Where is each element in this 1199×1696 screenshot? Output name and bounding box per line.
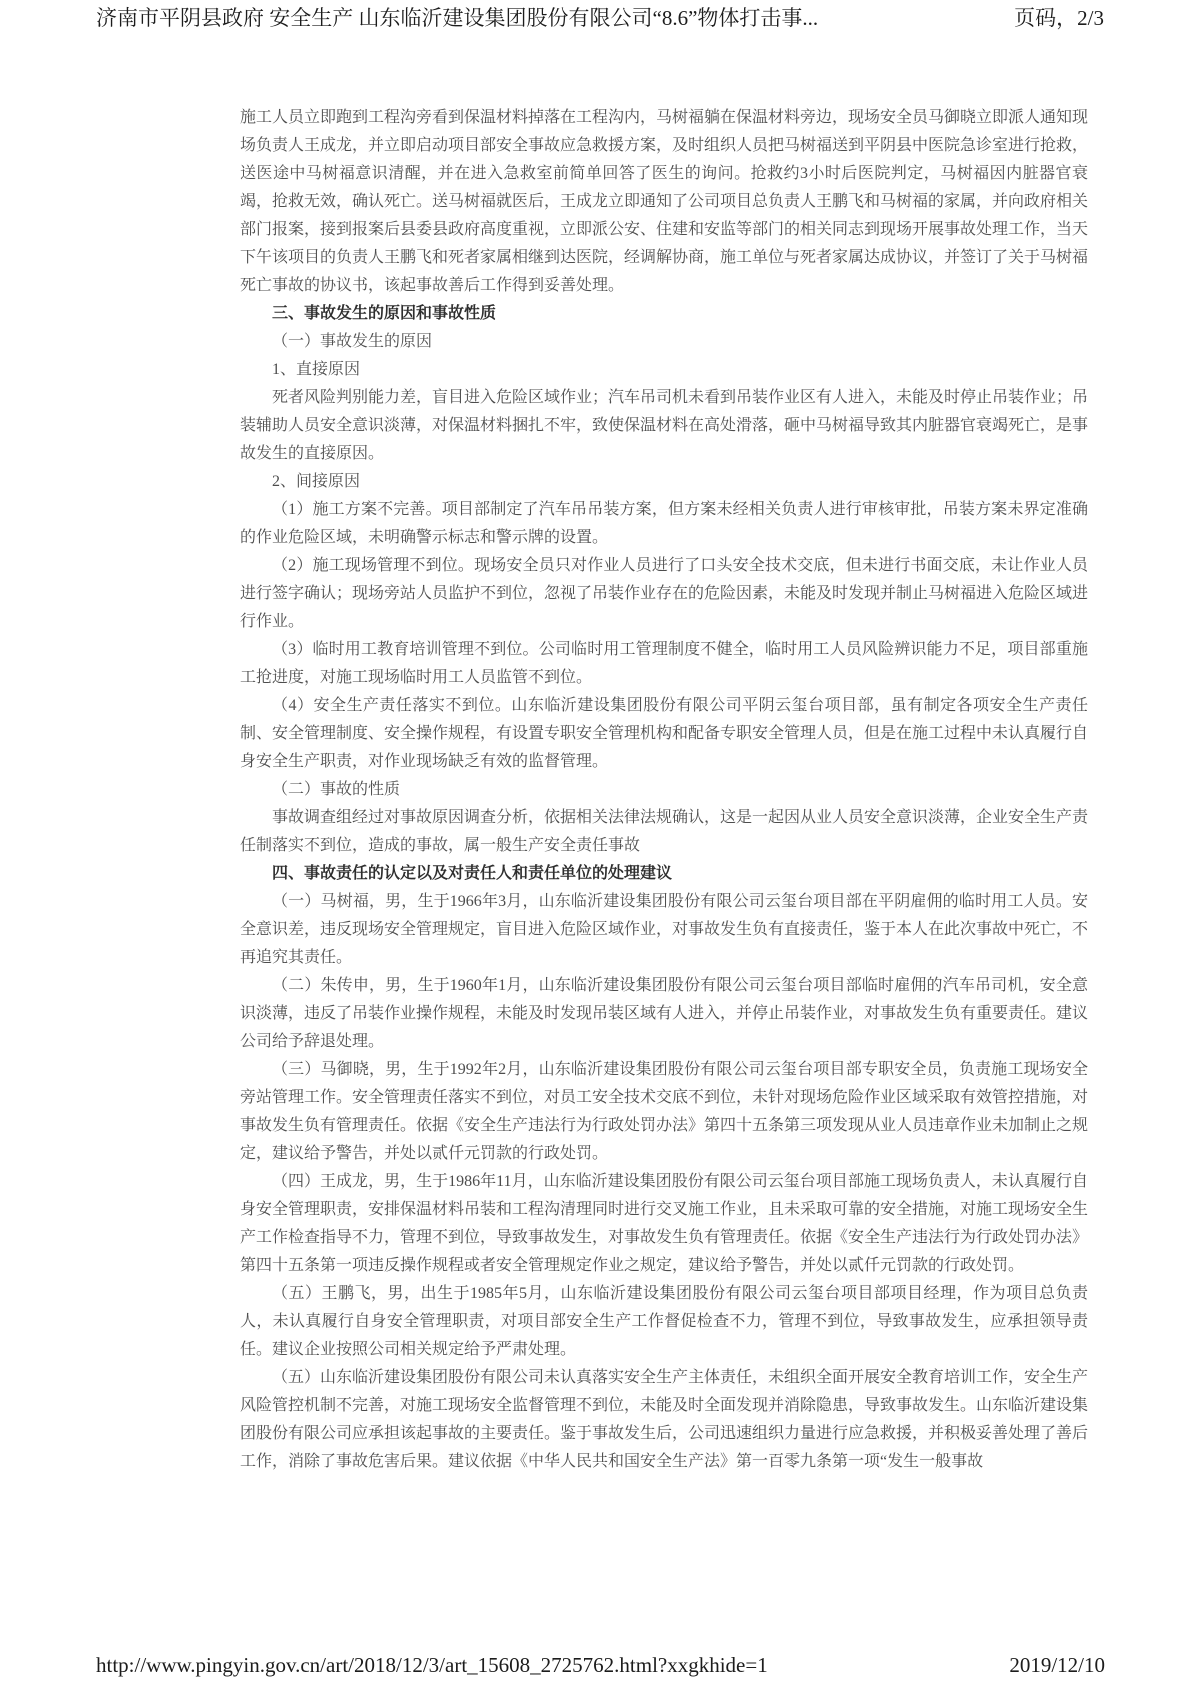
paragraph: 2、间接原因 [272, 473, 361, 490]
section-heading: 三、事故发生的原因和事故性质 [272, 305, 497, 322]
paragraph: （二）事故的性质 [272, 781, 401, 798]
paragraph: （一）马树福，男，生于1966年3月，山东临沂建设集团股份有限公司云玺台项目部在平阴雇佣的临时用工人员。安全意识差，违反现场安全管理规定，盲目进入危险区域作业，对事故发生负有直接责任，鉴于本人在此次事故中死亡，不再追究其责任。 [240, 893, 1089, 966]
paragraph: （五）王鹏飞，男，出生于1985年5月，山东临沂建设集团股份有限公司云玺台项目部项目经理，作为项目总负责人，未认真履行自身安全管理职责，对项目部安全生产工作督促检查不力，管理不到位，导致事故发生，应承担领导责任。建议企业按照公司相关规定给予严肃处理。 [240, 1285, 1088, 1358]
document-body [240, 104, 1088, 1476]
footer-url: http://www.pingyin.gov.cn/art/2018/12/3/art_15608_2725762.html?xxgkhide=1 [96, 1653, 768, 1677]
section-heading: 四、事故责任的认定以及对责任人和责任单位的处理建议 [272, 865, 673, 882]
paragraph: 1、直接原因 [272, 361, 361, 378]
paragraph: 施工人员立即跑到工程沟旁看到保温材料掉落在工程沟内，马树福躺在保温材料旁边，现场安全员马御晓立即派人通知现场负责人王成龙，并立即启动项目部安全事故应急救援方案，及时组织人员把马树福送到平阴县中医院急诊室进行抢救，送医途中马树福意识清醒，并在进入急救室前简单回答了医生的询问。抢救约3小时后医院判定，马树福因内脏器官衰竭，抢救无效，确认死亡。送马树福就医后，王成龙立即通知了公司项目总负责人王鹏飞和马树福的家属，并向政府相关部门报案，接到报案后县委县政府高度重视，立即派公安、住建和安监等部门的相关同志到现场开展事故处理工作，当天下午该项目的负责人王鹏飞和死者家属相继到达医院，经调解协商，施工单位与死者家属达成协议，并签订了关于马树福死亡事故的协议书，该起事故善后工作得到妥善处理。 [240, 109, 1089, 294]
paragraph: （四）王成龙，男，生于1986年11月，山东临沂建设集团股份有限公司云玺台项目部施工现场负责人，未认真履行自身安全管理职责，安排保温材料吊装和工程沟清理同时进行交叉施工作业，且未采取可靠的安全措施，对施工现场安全生产工作检查指导不力，管理不到位，导致事故发生，对事故发生负有管理责任。依据《安全生产违法行为行政处罚办法》第四十五条第一项违反操作规程或者安全管理规定作业之规定，建议给予警告，并处以贰仟元罚款的行政处罚。 [240, 1173, 1089, 1274]
header-title: 济南市平阴县政府 安全生产 山东临沂建设集团股份有限公司“8.6”物体打击事... [96, 6, 819, 30]
header-page-number: 页码，2/3 [1014, 6, 1104, 30]
paragraph: （五）山东临沂建设集团股份有限公司未认真落实安全生产主体责任，未组织全面开展安全教育培训工作，安全生产风险管控机制不完善，对施工现场安全监督管理不到位，未能及时全面发现并消除隐患，导致事故发生。山东临沂建设集团股份有限公司应承担该起事故的主要责任。鉴于事故发生后，公司迅速组织力量进行应急救援，并积极妥善处理了善后工作，消除了事故危害后果。建议依据《中华人民共和国安全生产法》第一百零九条第一项“发生一般事故 [240, 1369, 1089, 1470]
paragraph: 死者风险判别能力差，盲目进入危险区域作业；汽车吊司机未看到吊装作业区有人进入，未能及时停止吊装作业；吊装辅助人员安全意识淡薄，对保温材料捆扎不牢，致使保温材料在高处滑落，砸中马树福导致其内脏器官衰竭死亡，是事故发生的直接原因。 [240, 389, 1089, 462]
footer-date: 2019/12/10 [1009, 1653, 1105, 1677]
paragraph: 事故调查组经过对事故原因调查分析，依据相关法律法规确认，这是一起因从业人员安全意识淡薄，企业安全生产责任制落实不到位，造成的事故，属一般生产安全责任事故 [240, 809, 1089, 854]
paragraph: （三）马御晓，男，生于1992年2月，山东临沂建设集团股份有限公司云玺台项目部专职安全员，负责施工现场安全旁站管理工作。安全管理责任落实不到位，对员工安全技术交底不到位，未针对现场危险作业区域采取有效管控措施，对事故发生负有管理责任。依据《安全生产违法行为行政处罚办法》第四十五条第三项发现从业人员违章作业未加制止之规定，建议给予警告，并处以贰仟元罚款的行政处罚。 [240, 1061, 1089, 1162]
paragraph: （二）朱传申，男，生于1960年1月，山东临沂建设集团股份有限公司云玺台项目部临时雇佣的汽车吊司机，安全意识淡薄，违反了吊装作业操作规程，未能及时发现吊装区域有人进入，并停止吊装作业，对事故发生负有重要责任。建议公司给予辞退处理。 [240, 977, 1089, 1050]
paragraph: （一）事故发生的原因 [272, 333, 433, 350]
paragraph: （4）安全生产责任落实不到位。山东临沂建设集团股份有限公司平阴云玺台项目部，虽有制定各项安全生产责任制、安全管理制度、安全操作规程，有设置专职安全管理机构和配备专职安全管理人员，但是在施工过程中未认真履行自身安全生产职责，对作业现场缺乏有效的监督管理。 [240, 697, 1089, 770]
paragraph: （3）临时用工教育培训管理不到位。公司临时用工管理制度不健全，临时用工人员风险辨识能力不足，项目部重施工抢进度，对施工现场临时用工人员监管不到位。 [240, 641, 1088, 686]
page-header [96, 5, 1104, 31]
paragraph: （2）施工现场管理不到位。现场安全员只对作业人员进行了口头安全技术交底，但未进行书面交底，未让作业人员进行签字确认；现场旁站人员监护不到位，忽视了吊装作业存在的危险因素，未能及时发现并制止马树福进入危险区域进行作业。 [240, 557, 1089, 630]
paragraph: （1）施工方案不完善。项目部制定了汽车吊吊装方案，但方案未经相关负责人进行审核审批，吊装方案未界定准确的作业危险区域，未明确警示标志和警示牌的设置。 [240, 501, 1088, 546]
page-footer [96, 1653, 1105, 1678]
